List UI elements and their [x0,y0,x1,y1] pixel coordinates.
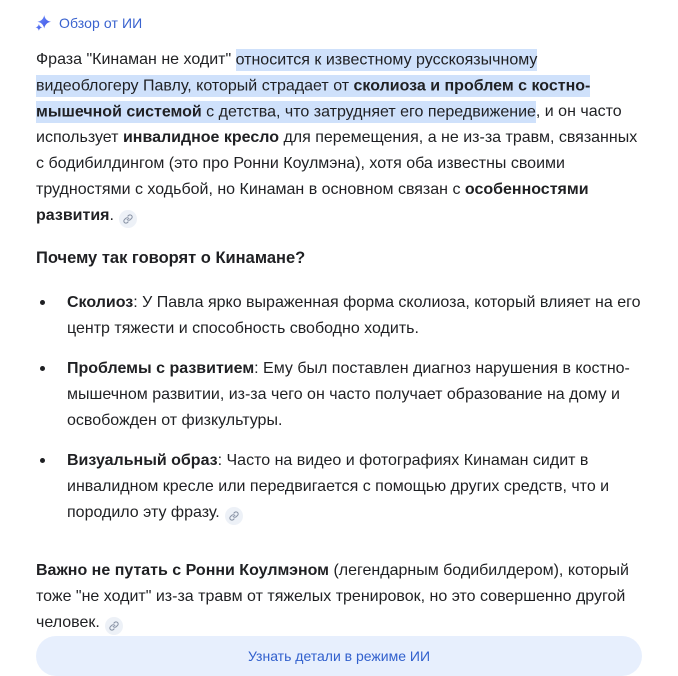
answer-text: для перемещения, а не из-за травм, связанных с бодибилдингом (это про Ронни Коулмэна), хотя оба известны своими трудностями с ходьбой, но Кинаман в основном связан с [36,129,638,198]
ai-overview-header [35,14,642,31]
highlighted-text: относится к известному русскоязычному видеоблогеру Павлу, который страдает от [36,49,537,97]
list-item-body [67,448,642,526]
list-item-term: Визуальный образ [67,452,218,469]
list-item-body [67,290,642,342]
bullet-marker [40,458,45,463]
list-item-term: Проблемы с развитием [67,360,255,377]
bullet-marker [40,366,45,371]
link-icon [123,214,133,224]
link-icon [229,511,239,521]
source-link-button[interactable] [119,210,137,228]
answer-bold-text: особенностями развития [36,181,589,224]
answer-text: Фраза "Кинаман не ходит" [36,51,236,68]
answer-paragraph [36,47,642,229]
list-item-text: : Ему был поставлен диагноз нарушения в костно-мышечном развитии, из-за чего он часто получает образование на дому и освобожден от физкультуры. [67,360,630,429]
list-item [36,290,642,342]
ai-mode-details-button[interactable]: Узнать детали в режиме ИИ [36,636,642,676]
list-item-text: : У Павла ярко выраженная форма сколиоза, который влияет на его центр тяжести и способность свободно ходить. [67,294,641,337]
source-link-button[interactable] [105,617,123,635]
list-item-text: : Часто на видео и фотографиях Кинаман сидит в инвалидном кресле или передвигается с помощью других средств, что и породило эту фразу. [67,452,610,521]
source-link-button[interactable] [225,507,243,525]
highlighted-bold-text: сколиоза и проблем с костно-мышечной системой [36,75,590,123]
disclaimer-text: (легендарным бодибилдером), который тоже "не ходит" из-за травм от тяжелых тренировок, но это совершенно другой человек. [36,562,629,631]
section-heading: Почему так говорят о Кинамане? [36,249,306,267]
reasons-list [36,290,642,540]
disclaimer-paragraph [36,558,642,636]
answer-bold-text: инвалидное кресло [122,129,279,146]
list-item-body [67,356,642,434]
list-item [36,448,642,526]
sparkle-icon [35,14,52,31]
ai-overview-title: Обзор от ИИ [59,14,143,31]
list-item-term: Сколиоз [67,294,134,311]
bullet-marker [40,300,45,305]
link-icon [109,621,119,631]
answer-text: . [109,207,114,224]
disclaimer-bold-text: Важно не путать с Ронни Коулмэном [36,562,329,579]
list-item [36,356,642,434]
highlighted-text: с детства, что затрудняет его передвижение [202,101,536,123]
answer-text: , и он часто использует [36,103,622,146]
